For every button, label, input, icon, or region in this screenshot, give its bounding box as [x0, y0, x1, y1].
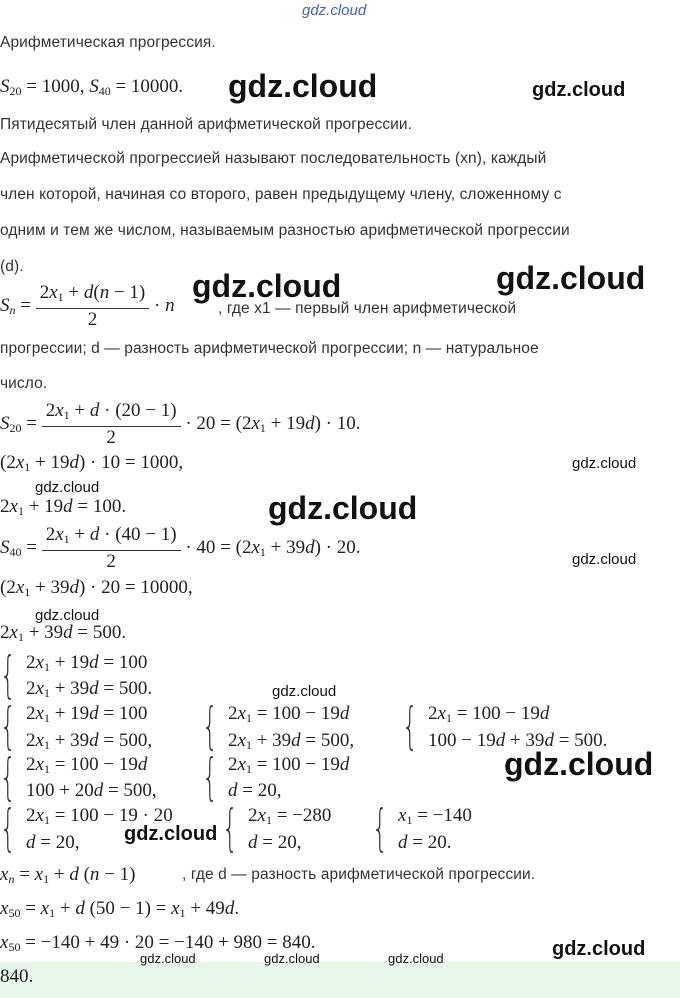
watermark: gdz.cloud: [272, 683, 337, 700]
watermark: gdz.cloud: [264, 951, 320, 966]
system-2b-eq-2: $2x_1 + 39d = 500$,: [228, 730, 355, 752]
s20-formula: $S_{20}$ = $\frac{2x_1 + d \cdot (20 - 1)}{2}$ · $20 = (2x_1 + 19d) \cdot 10$.: [0, 400, 361, 448]
system-3a-eq-2: 100 + 20d = 500,: [26, 780, 157, 801]
find-statement: Пятидесятый член данной арифметической прогрессии.: [0, 116, 413, 133]
problem-title: Арифметическая прогрессия.: [0, 34, 216, 51]
system-brace: {: [202, 697, 218, 755]
system-brace: {: [0, 748, 16, 806]
watermark: gdz.cloud: [228, 68, 378, 104]
system-4c-eq-1: $x_1 = -140$: [398, 805, 472, 827]
watermark: gdz.cloud: [35, 479, 100, 496]
system-4b-eq-2: d = 20,: [248, 832, 302, 853]
system-3b-eq-2: d = 20,: [228, 780, 282, 801]
nth-term-formula: $x_n = x_1 + d$ (n − 1): [0, 864, 136, 886]
watermark: gdz.cloud: [504, 746, 654, 782]
s20-simplified: $2x_1 + 19d = 100$.: [0, 496, 127, 518]
definition-line-4: (d).: [0, 258, 24, 275]
sum-formula: $S_n$ = $\frac{2x_1 + d(n - 1)}{2}$ · n: [0, 282, 175, 330]
watermark: gdz.cloud: [388, 951, 444, 966]
system-brace: {: [222, 799, 238, 857]
definition-line-3: одним и тем же числом, называемым разностью арифметической прогрессии: [0, 222, 570, 239]
system-brace: {: [202, 748, 218, 806]
nth-term-note: , где d — разность арифметической прогрессии.: [182, 866, 536, 883]
watermark: gdz.cloud: [192, 268, 342, 304]
answer: 840.: [0, 966, 34, 987]
watermark: gdz.cloud: [140, 951, 196, 966]
watermark: gdz.cloud: [532, 79, 626, 101]
sum-formula-note-2: прогрессии; d — разность арифметической прогрессии; n — натуральное: [0, 340, 539, 357]
s40-equation: $(2x_1 + 39d) \cdot 20 = 10000$,: [0, 577, 193, 599]
watermark-top: gdz.cloud: [302, 2, 367, 19]
watermark: gdz.cloud: [572, 455, 637, 472]
sum-formula-note-3: число.: [0, 375, 48, 392]
system-4b-eq-1: $2x_1 = -280$: [248, 805, 332, 827]
system-1-eq-1: $2x_1 + 19d = 100$: [26, 652, 148, 674]
system-3a-eq-1: $2x_1 = 100 - 19d$: [26, 754, 148, 776]
system-2a-eq-1: $2x_1 + 19d = 100$: [26, 703, 148, 725]
watermark: gdz.cloud: [496, 260, 646, 296]
s20-equation: $(2x_1 + 19d) \cdot 10 = 1000$,: [0, 452, 184, 474]
watermark: gdz.cloud: [124, 823, 218, 845]
system-4c-eq-2: d = 20.: [398, 832, 452, 853]
answer-bar: [0, 962, 680, 998]
given-values: $S_{20} = 1000$, $S_{40} = 10000$.: [0, 76, 184, 98]
sum-formula-note-1: , где x1 — первый член арифметической: [218, 300, 517, 317]
system-2c-eq-2: 100 − 19d + 39d = 500.: [428, 730, 608, 751]
system-1-eq-2: $2x_1 + 39d = 500$.: [26, 678, 153, 700]
system-3b-eq-1: $2x_1 = 100 - 19d$: [228, 754, 350, 776]
system-brace: {: [0, 799, 16, 857]
system-brace: {: [402, 697, 418, 755]
system-brace: {: [0, 646, 16, 704]
x50-calculation: $x_{50} = -140 + 49 \cdot 20 = -140 + 980 = 840$.: [0, 932, 316, 954]
watermark: gdz.cloud: [268, 490, 418, 526]
watermark: gdz.cloud: [35, 607, 100, 624]
s40-simplified: $2x_1 + 39d = 500$.: [0, 622, 127, 644]
system-2b-eq-1: $2x_1 = 100 - 19d$: [228, 703, 350, 725]
x50-formula: $x_{50} = x_1 + d$ $(50 - 1) = x_1 + 49d$.: [0, 898, 240, 920]
system-2a-eq-2: $2x_1 + 39d = 500$,: [26, 730, 153, 752]
system-brace: {: [372, 799, 388, 857]
watermark: gdz.cloud: [572, 551, 637, 568]
s40-formula: $S_{40}$ = $\frac{2x_1 + d \cdot (40 - 1)}{2}$ · $40 = (2x_1 + 39d) \cdot 20$.: [0, 524, 361, 572]
definition-line-1: Арифметической прогрессией называют последовательность (xn), каждый: [0, 150, 547, 167]
system-4a-eq-2: d = 20,: [26, 832, 80, 853]
watermark: gdz.cloud: [552, 938, 646, 960]
system-2c-eq-1: $2x_1 = 100 - 19d$: [428, 703, 550, 725]
system-4a-eq-1: $2x_1 = 100 - 19 \cdot 20$: [26, 805, 173, 827]
system-brace: {: [0, 697, 16, 755]
definition-line-2: член которой, начиная со второго, равен предыдущему члену, сложенному с: [0, 186, 562, 203]
